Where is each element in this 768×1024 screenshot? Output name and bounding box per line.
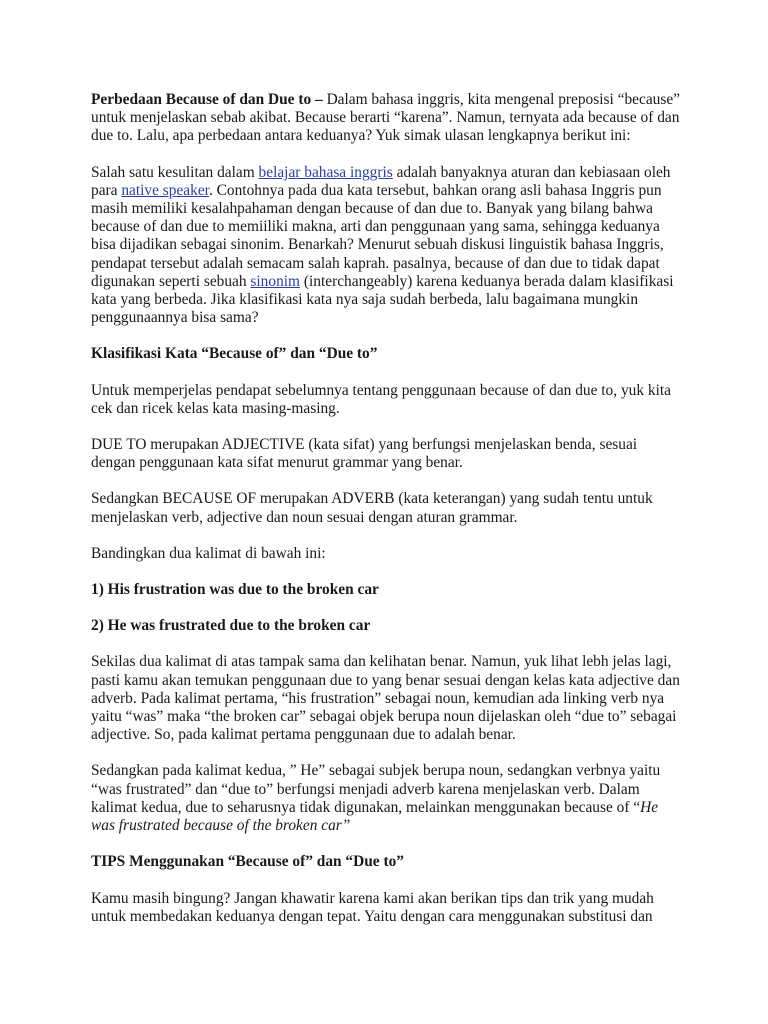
heading-tips [91, 853, 681, 871]
paragraph-3: Untuk memperjelas pendapat sebelumnya tentang penggunaan because of dan due to, yuk kita cek dan ricek kelas kata masing-masing. [91, 381, 671, 417]
document-page [91, 91, 681, 944]
example-1-text: 1) His frustration was due to the broken car [91, 581, 379, 599]
p2-text-4: (interchangeably) karena keduanya berada dalam klasifikasi kata yang berbeda. Jika klasifikasi kata nya saja sudah berbeda, lalu bagaimana mungkin penggunaannya bisa sama? [91, 272, 674, 327]
p2-text-2: adalah banyaknya aturan dan kebiasaan oleh para [91, 163, 671, 199]
link-native-speaker[interactable]: native speaker [121, 181, 209, 199]
heading-klasifikasi-text: Klasifikasi Kata “Because of” dan “Due to” [91, 345, 378, 363]
paragraph-9: Kamu masih bingung? Jangan khawatir karena kami akan berikan tips dan trik yang mudah untuk membedakan keduanya dengan tepat. Yaitu dengan cara menggunakan substitusi dan [91, 889, 654, 925]
heading-klasifikasi [91, 345, 681, 363]
link-belajar-bahasa-inggris[interactable]: belajar bahasa inggris [258, 163, 393, 181]
example-2-text: 2) He was frustrated due to the broken car [91, 617, 371, 635]
intro-text: Dalam bahasa inggris, kita mengenal preposisi “because” untuk menjelaskan sebab akibat. Because berarti “karena”. Namun, ternyata ada because of dan due to. Lalu, apa perbedaan antara keduanya? Yuk simak ulasan lengkapnya berikut ini: [91, 91, 680, 145]
paragraph-2 [91, 164, 681, 328]
heading-tips-text: TIPS Menggunakan “Because of” dan “Due to” [91, 853, 404, 871]
paragraph-8 [91, 762, 681, 835]
p8-italic: He was frustrated because of the broken car” [91, 798, 659, 835]
link-sinonim[interactable]: sinonim [250, 272, 301, 290]
paragraph-6: Bandingkan dua kalimat di bawah ini: [91, 544, 326, 562]
p2-text-3: . Contohnya pada dua kata tersebut, bahkan orang asli bahasa Inggris pun masih memiliki kesalahpahaman dengan because of dan due to. Banyak yang bilang bahwa because of dan due to memiiliki makna, arti dan penggunaan yang sama, sehingga keduanya bisa dijadikan sebagai sinonim. Benarkah? Menurut sebuah diskusi linguistik bahasa Inggris, pendapat tersebut adalah semacam salah kaprah. pasalnya, because of dan due to tidak dapat digunakan seperti sebuah [91, 181, 664, 290]
example-1 [91, 581, 681, 599]
example-2 [91, 617, 681, 635]
intro-title: Perbedaan Because of dan Due to – [91, 91, 327, 108]
p2-text-1: Salah satu kesulitan dalam [91, 163, 259, 181]
paragraph-7: Sekilas dua kalimat di atas tampak sama dan kelihatan benar. Namun, yuk lihat lebh jelas lagi, pasti kamu akan temukan penggunaan due to yang benar sesuai dengan kelas kata adjective dan adverb. Pada kalimat pertama, “his frustration” sebagai noun, kemudian ada linking verb nya yaitu “was” maka “the broken car” sebagai objek berupa noun dijelaskan oleh “due to” sebagai adjective. So, pada kalimat pertama penggunaan due to adalah benar. [91, 653, 680, 744]
paragraph-5: Sedangkan BECAUSE OF merupakan ADVERB (kata keterangan) yang sudah tentu untuk menjelaskan verb, adjective dan noun sesuai dengan aturan grammar. [91, 490, 653, 526]
p8-text: Sedangkan pada kalimat kedua, ” He” sebagai subjek berupa noun, sedangkan verbnya yaitu “was frustrated” dan “due to” berfungsi menjadi adverb karena menjelaskan verb. Dalam kalimat kedua, due to seharusnya tidak digunakan, melainkan menggunakan because of “ [91, 762, 661, 816]
paragraph-4: DUE TO merupakan ADJECTIVE (kata sifat) yang berfungsi menjelaskan benda, sesuai dengan penggunaan kata sifat menurut grammar yang benar. [91, 436, 638, 472]
intro-paragraph [91, 91, 681, 146]
